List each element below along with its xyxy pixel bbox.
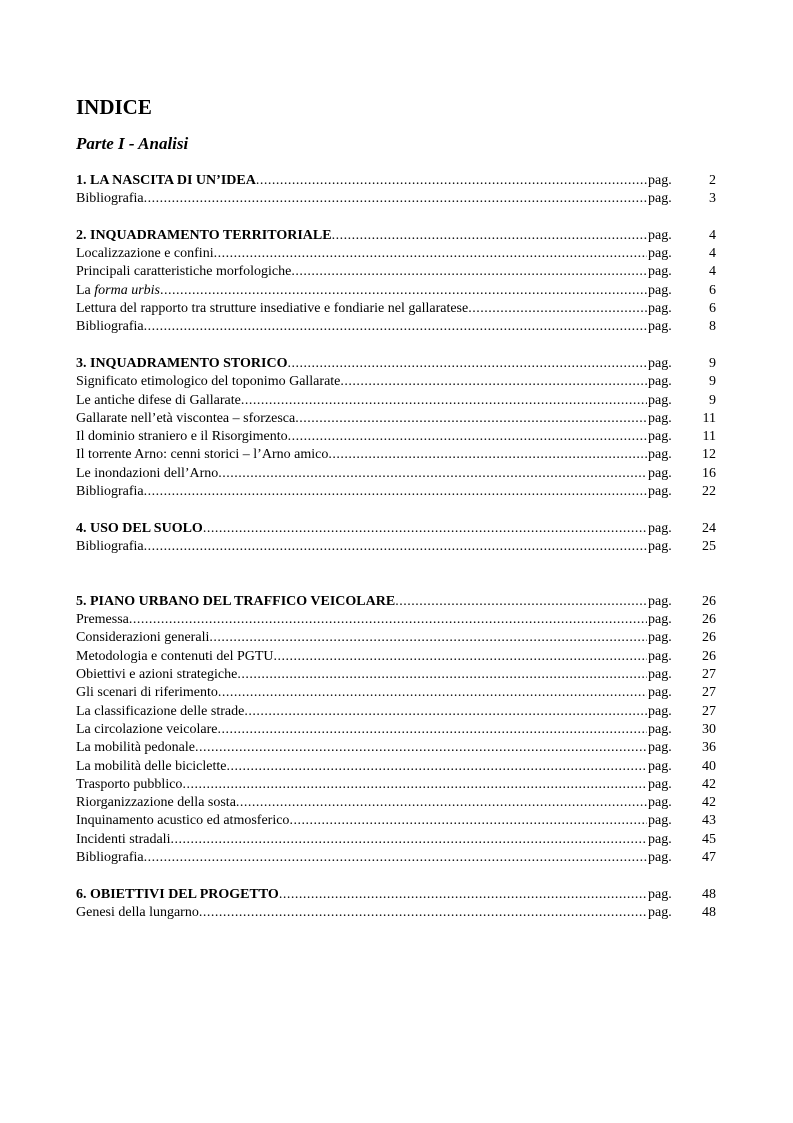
pag-label: pag. (648, 904, 672, 920)
pag-label: pag. (648, 301, 672, 317)
page-number: 16 (702, 465, 716, 481)
page-number: 4 (709, 227, 716, 243)
toc-section-heading[interactable] (76, 172, 716, 190)
page-number: 43 (702, 813, 716, 829)
dot-leader (236, 794, 647, 812)
dot-leader (199, 904, 647, 922)
page-number: 45 (702, 831, 716, 847)
toc-entry-title: Le antiche difese di Gallarate (76, 392, 241, 408)
dot-leader (328, 446, 647, 464)
toc-entry-title: 3. INQUADRAMENTO STORICO (76, 355, 288, 371)
toc-entry[interactable] (76, 721, 716, 739)
toc-entry[interactable] (76, 392, 716, 410)
pag-label: pag. (648, 227, 672, 243)
dot-leader (237, 666, 647, 684)
page-title: INDICE (76, 95, 152, 119)
section-spacer (76, 337, 716, 355)
dot-leader (256, 172, 647, 190)
dot-leader (332, 227, 647, 245)
section-spacer (76, 867, 716, 885)
toc-section-heading[interactable] (76, 227, 716, 245)
toc-entry-title: Bibliografia (76, 484, 144, 500)
dot-leader (289, 812, 647, 830)
toc-entry[interactable] (76, 245, 716, 263)
dot-leader (203, 520, 647, 538)
dot-leader (279, 886, 647, 904)
dot-leader (241, 392, 647, 410)
page-number: 27 (702, 667, 716, 683)
pag-label: pag. (648, 886, 672, 902)
pag-label: pag. (648, 465, 672, 481)
page-number: 42 (702, 776, 716, 792)
pag-label: pag. (648, 593, 672, 609)
dot-leader (274, 648, 647, 666)
page-number: 42 (702, 795, 716, 811)
pag-label: pag. (648, 685, 672, 701)
toc-entry-title-prefix: La (76, 282, 95, 298)
pag-label: pag. (648, 667, 672, 683)
toc-entry-title: Lettura del rapporto tra strutture insediative e fondiarie nel gallaratese (76, 301, 469, 317)
dot-leader (226, 758, 647, 776)
toc-entry-title: Gallarate nell’età viscontea – sforzesca (76, 410, 296, 426)
dot-leader (195, 739, 647, 757)
toc-entry-title: Obiettivi e azioni strategiche (76, 667, 238, 683)
toc-entry[interactable] (76, 812, 716, 830)
toc-entry[interactable] (76, 483, 716, 501)
page-number: 24 (702, 520, 716, 536)
page-number: 40 (702, 758, 716, 774)
toc-entry-title: La classificazione delle strade (76, 703, 245, 719)
toc-entry-title: La mobilità delle biciclette (76, 758, 227, 774)
dot-leader (209, 629, 647, 647)
toc-entry[interactable] (76, 629, 716, 647)
dot-leader (182, 776, 647, 794)
dot-leader (468, 300, 647, 318)
toc-entry-title: Il dominio straniero e il Risorgimento (76, 429, 288, 445)
table-of-contents (76, 172, 716, 922)
page-number: 2 (709, 173, 716, 188)
page-number: 36 (702, 740, 716, 756)
toc-section-heading[interactable] (76, 886, 716, 904)
page-number: 4 (709, 264, 716, 280)
toc-entry-title: Significato etimologico del toponimo Gallarate (76, 374, 341, 390)
toc-entry-title: Principali caratteristiche morfologiche (76, 264, 292, 280)
pag-label: pag. (648, 355, 672, 371)
toc-entry[interactable] (76, 318, 716, 336)
toc-entry[interactable] (76, 428, 716, 446)
page-number: 6 (709, 282, 716, 298)
page-number: 26 (702, 612, 716, 628)
pag-label: pag. (648, 246, 672, 262)
toc-entry-title: Localizzazione e confini (76, 246, 214, 262)
toc-entry[interactable] (76, 538, 716, 556)
toc-entry-title: Inquinamento acustico ed atmosferico (76, 813, 290, 829)
pag-label: pag. (648, 538, 672, 554)
page-number: 9 (709, 355, 716, 371)
toc-entry-title: Bibliografia (76, 191, 144, 207)
dot-leader (144, 483, 647, 501)
page-number: 8 (709, 319, 716, 335)
toc-entry[interactable] (76, 282, 716, 300)
page-number: 11 (702, 410, 716, 426)
page-number: 11 (702, 429, 716, 445)
page-number: 4 (709, 246, 716, 262)
toc-entry[interactable] (76, 758, 716, 776)
page-number: 48 (702, 904, 716, 920)
pag-label: pag. (648, 264, 672, 280)
page-number: 9 (709, 374, 716, 390)
page-number: 47 (702, 849, 716, 865)
pag-label: pag. (648, 648, 672, 664)
dot-leader (288, 428, 647, 446)
toc-entry-title: 6. OBIETTIVI DEL PROGETTO (76, 886, 279, 902)
page-number: 27 (702, 703, 716, 719)
toc-entry-title: Trasporto pubblico (76, 776, 183, 792)
dot-leader (160, 282, 647, 300)
toc-entry-title: 4. USO DEL SUOLO (76, 520, 203, 536)
dot-leader (129, 611, 647, 629)
pag-label: pag. (648, 429, 672, 445)
toc-entry-title: Metodologia e contenuti del PGTU (76, 648, 274, 664)
page-number: 26 (702, 648, 716, 664)
toc-entry-title: Riorganizzazione della sosta (76, 795, 236, 811)
page-number: 30 (702, 721, 716, 737)
toc-entry-title: Bibliografia (76, 849, 144, 865)
toc-entry-title: 1. LA NASCITA DI UN’IDEA (76, 173, 256, 188)
dot-leader (144, 190, 647, 208)
pag-label: pag. (648, 484, 672, 500)
section-spacer (76, 556, 716, 593)
pag-label: pag. (648, 776, 672, 792)
pag-label: pag. (648, 831, 672, 847)
dot-leader (244, 703, 647, 721)
dot-leader (144, 318, 647, 336)
toc-entry[interactable] (76, 739, 716, 757)
dot-leader (218, 465, 647, 483)
toc-entry[interactable] (76, 776, 716, 794)
toc-entry[interactable] (76, 263, 716, 281)
toc-entry-title: Il torrente Arno: cenni storici – l’Arno amico (76, 447, 329, 463)
dot-leader (214, 245, 647, 263)
dot-leader (395, 593, 647, 611)
pag-label: pag. (648, 721, 672, 737)
part-title: Parte I - Analisi (76, 134, 189, 153)
toc-entry-title: La mobilità pedonale (76, 740, 195, 756)
page-number: 26 (702, 630, 716, 646)
page-number: 48 (702, 886, 716, 902)
toc-entry[interactable] (76, 849, 716, 867)
pag-label: pag. (648, 319, 672, 335)
dot-leader (170, 831, 647, 849)
page-number: 26 (702, 593, 716, 609)
toc-entry[interactable] (76, 373, 716, 391)
toc-entry-title: Gli scenari di riferimento (76, 685, 218, 701)
toc-entry-title: Le inondazioni dell’Arno (76, 465, 219, 481)
toc-entry[interactable] (76, 300, 716, 318)
pag-label: pag. (648, 447, 672, 463)
toc-section-heading[interactable] (76, 593, 716, 611)
toc-entry[interactable] (76, 684, 716, 702)
pag-label: pag. (648, 392, 672, 408)
page-number: 3 (709, 191, 716, 207)
pag-label: pag. (648, 758, 672, 774)
toc-entry-title-italic: forma urbis (94, 282, 160, 298)
page-number: 27 (702, 685, 716, 701)
toc-entry[interactable] (76, 666, 716, 684)
dot-leader (291, 263, 647, 281)
toc-section-heading[interactable] (76, 520, 716, 538)
pag-label: pag. (648, 795, 672, 811)
toc-entry[interactable] (76, 703, 716, 721)
toc-entry-title: Bibliografia (76, 538, 144, 554)
toc-entry-title: 5. PIANO URBANO DEL TRAFFICO VEICOLARE (76, 593, 396, 609)
page-number: 9 (709, 392, 716, 408)
pag-label: pag. (648, 282, 672, 298)
dot-leader (340, 373, 647, 391)
page-number: 25 (702, 538, 716, 554)
dot-leader (217, 721, 647, 739)
dot-leader (144, 538, 647, 556)
toc-entry[interactable] (76, 410, 716, 428)
dot-leader (218, 684, 647, 702)
pag-label: pag. (648, 849, 672, 865)
pag-label: pag. (648, 612, 672, 628)
toc-entry[interactable] (76, 831, 716, 849)
pag-label: pag. (648, 813, 672, 829)
toc-entry[interactable] (76, 904, 716, 922)
page-number: 6 (709, 301, 716, 317)
toc-entry-title: 2. INQUADRAMENTO TERRITORIALE (76, 227, 332, 243)
pag-label: pag. (648, 374, 672, 390)
dot-leader (295, 410, 647, 428)
pag-label: pag. (648, 191, 672, 207)
toc-entry-title: Bibliografia (76, 319, 144, 335)
pag-label: pag. (648, 173, 672, 188)
pag-label: pag. (648, 630, 672, 646)
pag-label: pag. (648, 703, 672, 719)
section-spacer (76, 501, 716, 519)
toc-entry[interactable] (76, 794, 716, 812)
toc-entry[interactable] (76, 190, 716, 208)
dot-leader (144, 849, 647, 867)
pag-label: pag. (648, 520, 672, 536)
toc-entry-title: Premessa (76, 612, 129, 628)
toc-entry-title (76, 282, 160, 300)
toc-entry-title: La circolazione veicolare (76, 721, 218, 737)
toc-entry[interactable] (76, 465, 716, 483)
pag-label: pag. (648, 740, 672, 756)
toc-entry[interactable] (76, 611, 716, 629)
toc-entry[interactable] (76, 648, 716, 666)
page-number: 22 (702, 484, 716, 500)
toc-section-heading[interactable] (76, 355, 716, 373)
page-number: 12 (702, 447, 716, 463)
toc-entry-title: Genesi della lungarno (76, 904, 199, 920)
dot-leader (287, 355, 647, 373)
pag-label: pag. (648, 410, 672, 426)
section-spacer (76, 209, 716, 227)
toc-entry-title: Incidenti stradali (76, 831, 171, 847)
toc-entry-title: Considerazioni generali (76, 630, 210, 646)
toc-entry[interactable] (76, 446, 716, 464)
